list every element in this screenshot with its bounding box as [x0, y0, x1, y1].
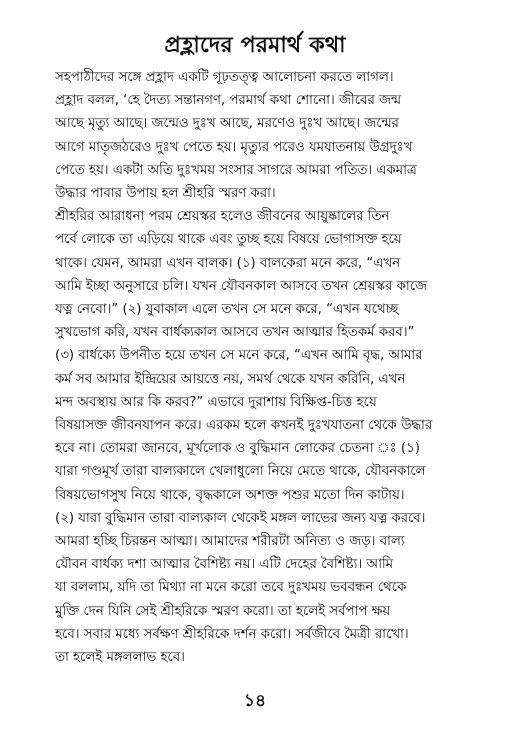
- text-line: বিষয়াসক্ত জীবনযাপন করে। এরকম হলে কখনই দুঃখযাতনা থেকে উদ্ধার: [55, 418, 433, 434]
- text-line: প্রহ্লাদ বলল, ‘হে দৈত্য সন্তানগণ, পরমার্থ কথা শোনো। জীবের জন্ম: [55, 93, 401, 109]
- paragraph-1: [55, 66, 467, 205]
- page-title: প্রহ্লাদের পরমার্থ কথা: [164, 33, 346, 58]
- text-line: আছে মৃত্যু আছে। জন্মেও দুঃখ আছে, মরণেও দুঃখ আছে। জন্মের: [55, 116, 399, 132]
- paragraph-2: [55, 205, 467, 669]
- text-line: (২) যারা বুদ্ধিমান তারা বাল্যকাল থেকেই মঙ্গল লাভের জন্য যত্ন করবে।: [55, 510, 426, 526]
- text-line: মুক্তি দেন যিনি সেই শ্রীহরিকে স্মরণ করো। তা হলেই সর্বপাপ ক্ষয়: [55, 603, 391, 619]
- text-line: পর্বে লোকে তা এড়িয়ে থাকে এবং তুচ্ছ হয়ে বিষয়ে ভোগাসক্ত হয়ে: [55, 232, 402, 248]
- text-line: যত্ন নেবো।” (২) যুবাকাল এলে তখন সে মনে করে, “এখন যথেচ্ছ: [55, 302, 399, 318]
- text-line: সুখভোগ করি, যখন বার্ধক্যকাল আসবে তখন আত্মার হিতকর্ম করব।”: [55, 325, 415, 341]
- text-line: শ্রীহরির আরাধনা পরম শ্রেয়স্কর হলেও জীবনের আয়ুষ্কালের তিন: [55, 209, 390, 225]
- text-line: তা হলেই মঙ্গললাভ হবে।: [55, 650, 185, 666]
- text-line: মন্দ অবস্থায় আর কি করব?” এভাবে দুরাশায় বিক্ষিপ্ত-চিত্ত হয়ে: [55, 394, 377, 410]
- text-line: আমরা হচ্ছি চিরন্তন আত্মা। আমাদের শরীরটা অনিত্য ও জড়। বাল্য: [55, 534, 405, 550]
- text-line: হবে না। তোমরা জানবে, মূর্খলোক ও বুদ্ধিমান লোকের চেতনা ঃ (১): [55, 441, 420, 457]
- text-line: যারা গণ্ডমূর্খ তারা বাল্যকালে খেলাধুলো নিয়ে মেতে থাকে, যৌবনকালে: [55, 464, 426, 480]
- text-line: উদ্ধার পাবার উপায় হল শ্রীহরি স্মরণ করা।: [55, 186, 276, 202]
- text-line: থাকে। যেমন, আমরা এখন বালক। (১) বালকেরা মনে করে, “এখন: [55, 255, 401, 271]
- text-line: পেতে হয়। একটা অতি দুঃখময় সংসার সাগরে আমরা পতিত। একমাত্র: [55, 162, 417, 178]
- text-line: বিষয়ভোগসুখ নিয়ে থাকে, বৃদ্ধকালে অশক্ত পশুর মতো দিন কাটায়।: [55, 487, 405, 503]
- text-line: (৩) বার্ধক্যে উপনীত হয়ে তখন সে মনে করে, “এখন আমি বৃদ্ধ, আমার: [55, 348, 423, 364]
- text-line: আগে মাতৃজঠরেও দুঃখ পেতে হয়। মৃত্যুর পরেও যমযাতনায় উগ্রদুঃখ: [55, 139, 413, 155]
- text-line: হবে। সবার মধ্যে সর্বক্ষণ শ্রীহরিকে দর্শন করো। সর্বজীবে মৈত্রী রাখো।: [55, 626, 409, 642]
- text-line: আমি ইচ্ছা অনুসারে চলি। যখন যৌবনকাল আসবে তখন শ্রেয়স্কর কাজে: [55, 278, 427, 294]
- text-line: কর্ম সব আমার ইন্দ্রিয়ের আয়ত্তে নয়, সমর্থ থেকে যখন করিনি, এখন: [55, 371, 406, 387]
- text-line: যৌবন বার্ধক্য দশা আত্মার বৈশিষ্ট্য নয়। এটি দেহের বৈশিষ্ট্য। আমি: [55, 557, 394, 573]
- text-line: যা বললাম, যদি তা মিথ্যা না মনে করো তবে দুঃখময় ভববন্ধন থেকে: [55, 580, 407, 596]
- body-text: [55, 66, 467, 669]
- page-number: ১৪: [243, 691, 267, 711]
- text-line: সহপাঠীদের সঙ্গে প্রহ্লাদ একটি গূঢ়তত্ত্ব আলোচনা করতে লাগল।: [55, 70, 394, 85]
